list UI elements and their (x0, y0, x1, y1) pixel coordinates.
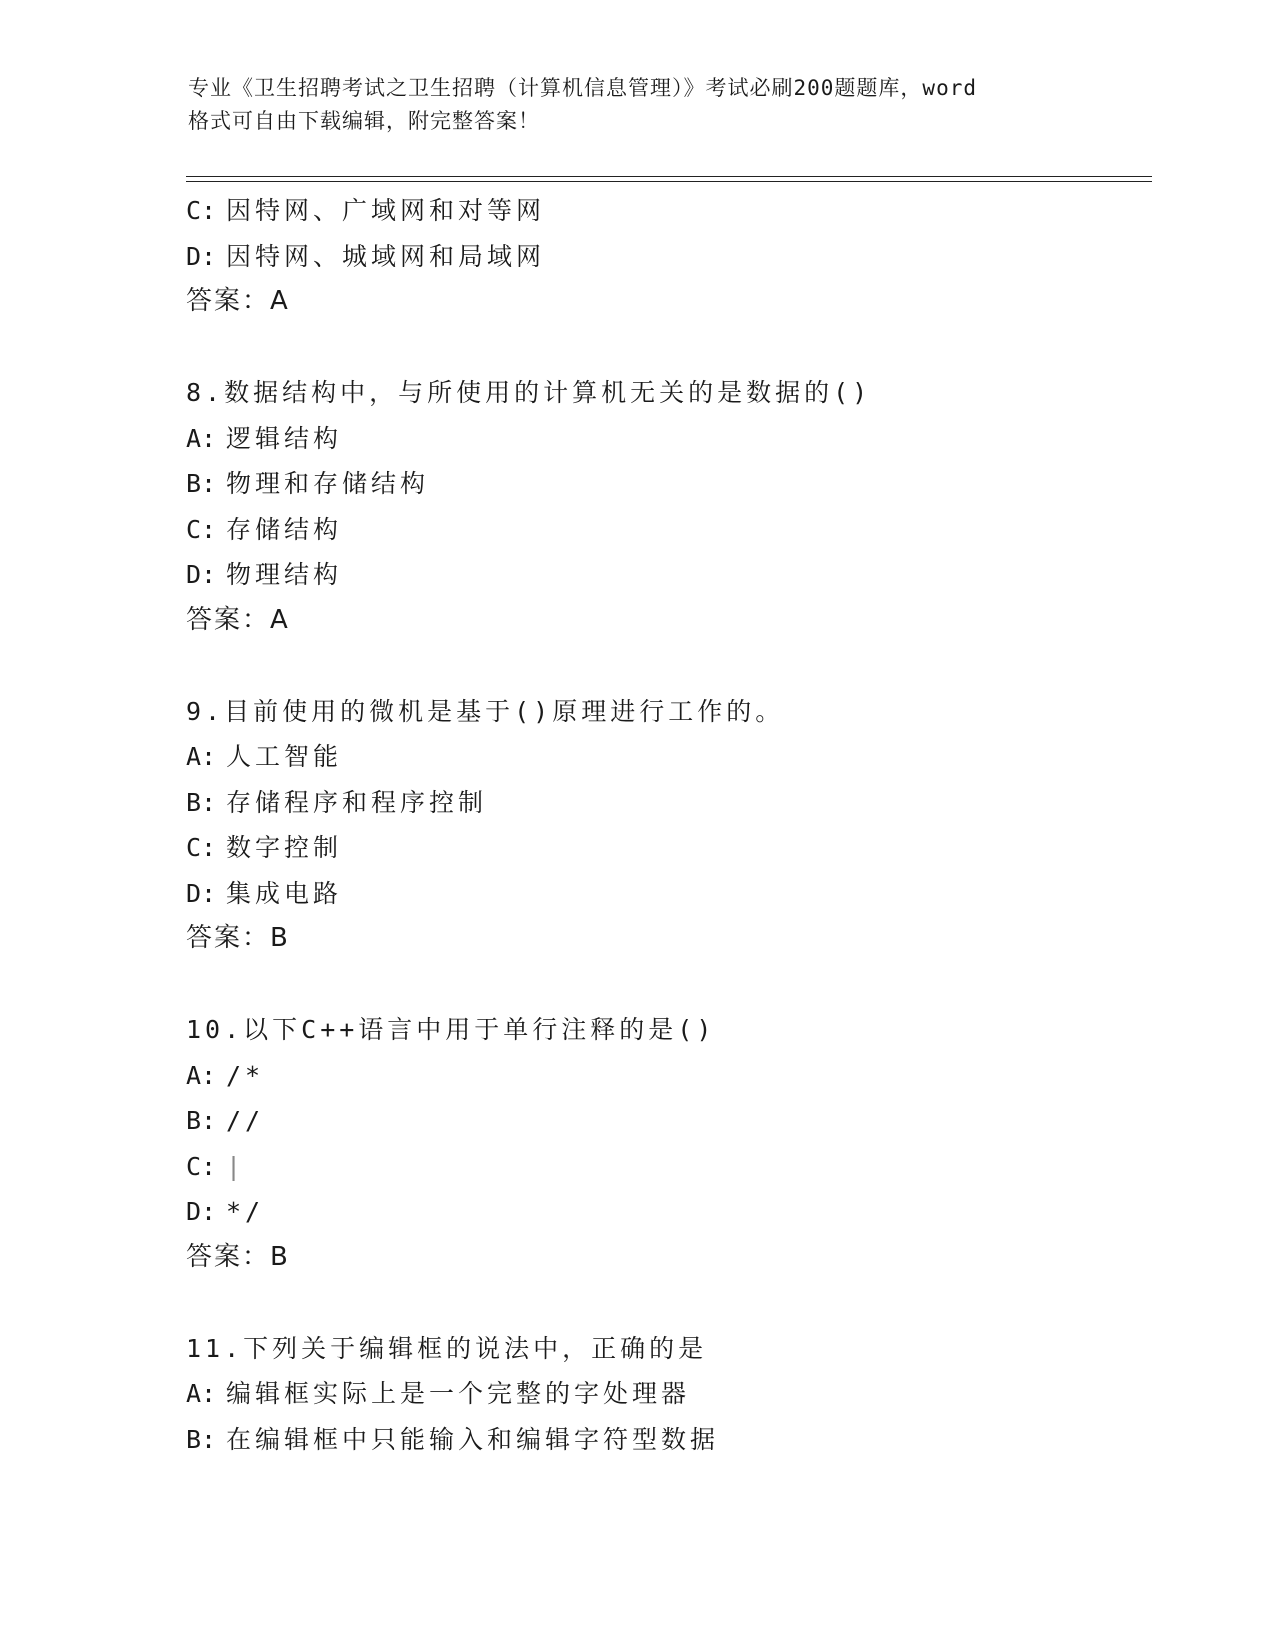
option-text: 存储程序和程序控制 (226, 787, 488, 817)
option-text: 数字控制 (226, 833, 343, 862)
option-text: 物理和存储结构 (226, 469, 430, 498)
option-line (186, 1189, 1146, 1235)
option-letter: C: (186, 833, 217, 862)
question-list (186, 188, 1146, 1462)
option-text: 人工智能 (226, 742, 343, 771)
answer-line: 答案：A (186, 604, 290, 635)
option-line (186, 416, 1146, 462)
option-text: 因特网、城域网和局域网 (226, 241, 546, 271)
option-letter: B: (186, 1424, 217, 1454)
option-line (186, 1417, 1146, 1463)
option-line (186, 461, 1146, 507)
option-letter: B: (186, 787, 217, 817)
option-text: 在编辑框中只能输入和编辑字符型数据 (226, 1424, 720, 1454)
option-line (186, 1371, 1146, 1417)
option-letter: D: (186, 241, 217, 271)
option-text: 存储结构 (226, 514, 343, 544)
option-letter: C: (186, 514, 217, 544)
option-line (186, 234, 1146, 280)
option-text: 集成电路 (226, 878, 343, 908)
option-text: 逻辑结构 (226, 423, 343, 453)
header-line-2: 格式可自由下载编辑，附完整答案！ (188, 109, 540, 133)
option-text: 物理结构 (226, 560, 343, 589)
option-line (186, 1144, 1146, 1190)
header-line-1: 专业《卫生招聘考试之卫生招聘（计算机信息管理）》考试必刷200题题库，word (188, 76, 977, 100)
option-letter: C: (186, 196, 217, 225)
document-header (188, 72, 1088, 138)
answer-line: 答案：B (186, 923, 290, 953)
option-line (186, 734, 1146, 780)
question-stem: 9.目前使用的微机是基于()原理进行工作的。 (186, 696, 785, 726)
option-text: /* (226, 1060, 265, 1090)
option-text: 因特网、广域网和对等网 (226, 196, 546, 225)
option-letter: A: (186, 742, 217, 771)
option-text: | (226, 1151, 246, 1181)
question-stem: 10.以下C++语言中用于单行注释的是() (186, 1015, 716, 1044)
option-letter: C: (186, 1151, 217, 1181)
spacer (186, 643, 1146, 689)
option-line (186, 871, 1146, 917)
option-text: // (226, 1106, 265, 1135)
option-line (186, 552, 1146, 598)
option-letter: B: (186, 1106, 217, 1135)
option-line (186, 1098, 1146, 1144)
answer-line: 答案：A (186, 286, 290, 316)
option-text: */ (226, 1197, 265, 1226)
option-text: 编辑框实际上是一个完整的字处理器 (226, 1379, 691, 1408)
question-stem: 11.下列关于编辑框的说法中，正确的是 (186, 1333, 708, 1363)
option-line (186, 780, 1146, 826)
option-letter: A: (186, 1379, 217, 1408)
spacer (186, 1280, 1146, 1326)
option-letter: D: (186, 560, 217, 589)
spacer (186, 325, 1146, 371)
answer-line: 答案：B (186, 1241, 290, 1272)
option-line (186, 188, 1146, 234)
option-letter: B: (186, 469, 217, 498)
header-divider-bottom (186, 181, 1152, 182)
option-letter: D: (186, 878, 217, 908)
option-line (186, 507, 1146, 553)
header-divider-top (186, 176, 1152, 177)
option-letter: A: (186, 423, 217, 453)
option-letter: D: (186, 1197, 217, 1226)
option-line (186, 1053, 1146, 1099)
question-stem: 8.数据结构中，与所使用的计算机无关的是数据的() (186, 378, 872, 407)
option-line (186, 825, 1146, 871)
option-letter: A: (186, 1060, 217, 1090)
spacer (186, 962, 1146, 1008)
